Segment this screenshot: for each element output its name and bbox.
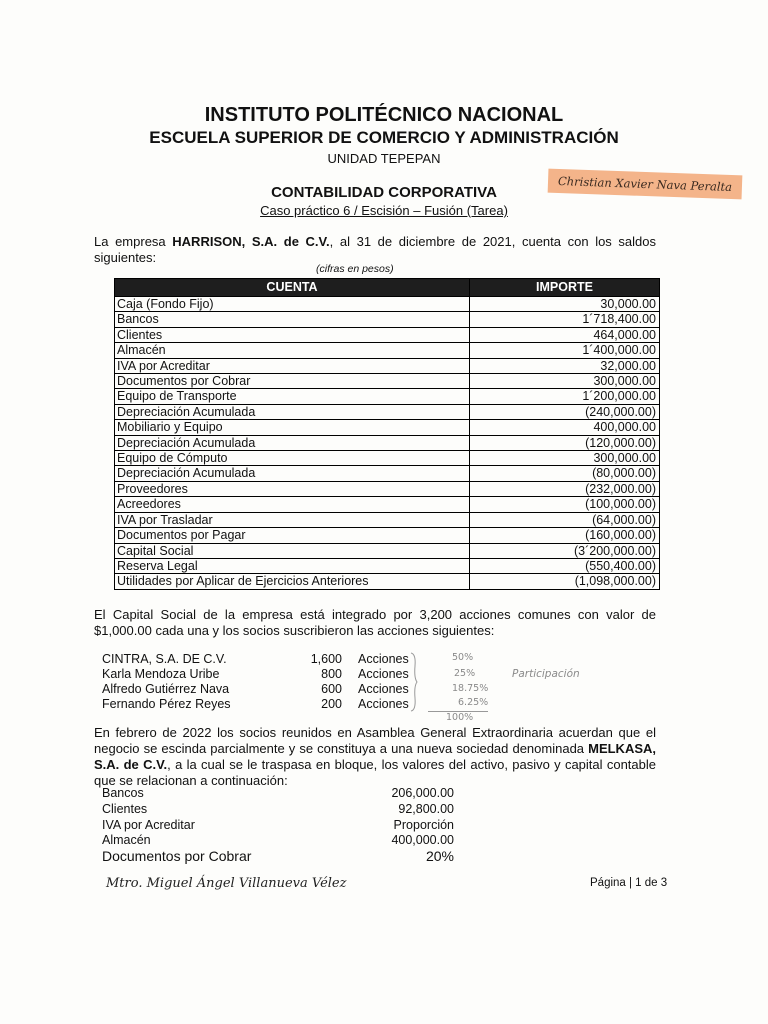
ledger-cuenta: Almacén <box>115 343 470 358</box>
ledger-importe: (550,400.00) <box>470 558 660 573</box>
ledger-importe: 30,000.00 <box>470 297 660 312</box>
capital-paragraph: El Capital Social de la empresa está integrado por 3,200 acciones comunes con valor de $1,000.00 cada una y los socios suscribieron las acciones siguientes: <box>94 607 656 638</box>
footer-author: Mtro. Miguel Ángel Villanueva Vélez <box>106 876 347 891</box>
ledger-cuenta: IVA por Trasladar <box>115 512 470 527</box>
ledger-importe: 1´718,400.00 <box>470 312 660 327</box>
shareholder-unit: Acciones <box>358 682 409 696</box>
ledger-row <box>115 574 660 589</box>
ledger-caption: (cifras en pesos) <box>316 263 394 275</box>
transfer-row <box>102 802 462 818</box>
ledger-table <box>114 278 660 590</box>
ledger-importe: 1´200,000.00 <box>470 389 660 404</box>
company-name: HARRISON, S.A. de C.V. <box>172 234 330 249</box>
ledger-row <box>115 497 660 512</box>
pct-annotation: 50% <box>452 652 474 663</box>
shareholder-row <box>102 667 442 682</box>
ledger-importe: 300,000.00 <box>470 374 660 389</box>
ledger-row <box>115 343 660 358</box>
ledger-cuenta: IVA por Acreditar <box>115 358 470 373</box>
shareholder-unit: Acciones <box>358 697 409 711</box>
transfer-value: 20% <box>425 848 454 865</box>
transfer-list <box>102 786 462 867</box>
ledger-importe: 300,000.00 <box>470 451 660 466</box>
ledger-cuenta: Capital Social <box>115 543 470 558</box>
shareholder-name: Karla Mendoza Uribe <box>102 667 220 681</box>
ledger-row <box>115 558 660 573</box>
new-company-name: MELKASA, S.A. de C.V. <box>94 741 656 772</box>
ledger-importe: (240,000.00) <box>470 404 660 419</box>
transfer-row <box>102 818 462 834</box>
shareholder-unit: Acciones <box>358 652 409 666</box>
shareholder-unit: Acciones <box>358 667 409 681</box>
shareholder-row <box>102 682 442 697</box>
ledger-row <box>115 512 660 527</box>
ledger-importe: 1´400,000.00 <box>470 343 660 358</box>
ledger-row <box>115 389 660 404</box>
transfer-value: 400,000.00 <box>391 833 454 848</box>
ledger-row <box>115 451 660 466</box>
participacion-annotation: Participación <box>512 668 580 680</box>
transfer-row <box>102 786 462 802</box>
ledger-row <box>115 481 660 496</box>
shareholder-row <box>102 652 442 667</box>
ledger-row <box>115 374 660 389</box>
ledger-cuenta: Clientes <box>115 327 470 342</box>
ledger-cuenta: Reserva Legal <box>115 558 470 573</box>
ledger-importe: (1,098,000.00) <box>470 574 660 589</box>
shareholder-shares: 800 <box>321 667 342 681</box>
transfer-account: Documentos por Cobrar <box>102 848 252 865</box>
handwritten-brace <box>410 652 418 712</box>
ledger-cuenta: Equipo de Transporte <box>115 389 470 404</box>
transfer-value: 92,800.00 <box>398 801 454 816</box>
shareholder-shares: 600 <box>321 682 342 696</box>
shareholder-shares: 1,600 <box>310 652 342 666</box>
shareholder-name: Alfredo Gutiérrez Nava <box>102 682 230 696</box>
transfer-account: Clientes <box>102 801 148 816</box>
pct-annotation: 25% <box>454 668 476 679</box>
total-pct-annotation: 100% <box>446 712 474 723</box>
ledger-cuenta: Caja (Fondo Fijo) <box>115 297 470 312</box>
ledger-importe: 464,000.00 <box>470 327 660 342</box>
ledger-row <box>115 435 660 450</box>
ledger-cuenta: Depreciación Acumulada <box>115 404 470 419</box>
ledger-cuenta: Bancos <box>115 312 470 327</box>
ledger-header-cuenta: CUENTA <box>115 279 470 297</box>
shareholder-row <box>102 697 442 712</box>
ledger-row <box>115 528 660 543</box>
ledger-row <box>115 297 660 312</box>
ledger-row <box>115 312 660 327</box>
ledger-row <box>115 543 660 558</box>
ledger-importe: 400,000.00 <box>470 420 660 435</box>
ledger-cuenta: Depreciación Acumulada <box>115 435 470 450</box>
ledger-header-importe: IMPORTE <box>470 279 660 297</box>
transfer-value: 206,000.00 <box>391 786 454 800</box>
ledger-importe: (100,000.00) <box>470 497 660 512</box>
case-title: Caso práctico 6 / Escisión – Fusión (Tarea) <box>260 203 508 218</box>
shareholders-list <box>102 652 442 712</box>
shareholder-name: CINTRA, S.A. DE C.V. <box>102 652 227 666</box>
unit-title: UNIDAD TEPEPAN <box>327 151 441 166</box>
ledger-row <box>115 466 660 481</box>
ledger-importe: (232,000.00) <box>470 481 660 496</box>
ledger-importe: (160,000.00) <box>470 528 660 543</box>
transfer-account: IVA por Acreditar <box>102 817 195 832</box>
transfer-row <box>102 833 462 849</box>
ledger-importe: 32,000.00 <box>470 358 660 373</box>
ledger-cuenta: Acreedores <box>115 497 470 512</box>
footer-page-number: Página | 1 de 3 <box>590 877 668 889</box>
shareholder-shares: 200 <box>321 697 342 711</box>
escision-paragraph: En febrero de 2022 los socios reunidos en Asamblea General Extraordinaria acuerdan que el negocio se escinda parcialmente y se constituya a una nueva sociedad denominada MELKASA, S.A. de C.V., a la cual se le traspasa en bloque, los valores del activo, pasivo y capital contable que se relacionan a continuación: <box>94 725 656 788</box>
ledger-cuenta: Equipo de Cómputo <box>115 451 470 466</box>
ledger-row <box>115 404 660 419</box>
pct-annotation: 6.25% <box>458 697 489 708</box>
transfer-value: Proporción <box>393 817 454 832</box>
ledger-row <box>115 327 660 342</box>
institution-title: INSTITUTO POLITÉCNICO NACIONAL <box>204 104 564 126</box>
ledger-importe: (120,000.00) <box>470 435 660 450</box>
ledger-importe: (80,000.00) <box>470 466 660 481</box>
intro-paragraph: La empresa HARRISON, S.A. de C.V., al 31 de diciembre de 2021, cuenta con los saldos siguientes: <box>94 234 657 265</box>
ledger-importe: (64,000.00) <box>470 512 660 527</box>
shareholder-name: Fernando Pérez Reyes <box>102 697 231 711</box>
ledger-importe: (3´200,000.00) <box>470 543 660 558</box>
ledger-cuenta: Proveedores <box>115 481 470 496</box>
transfer-row <box>102 849 462 867</box>
ledger-cuenta: Documentos por Cobrar <box>115 374 470 389</box>
ledger-cuenta: Mobiliario y Equipo <box>115 420 470 435</box>
ledger-cuenta: Depreciación Acumulada <box>115 466 470 481</box>
ledger-row <box>115 358 660 373</box>
transfer-account: Bancos <box>102 786 144 800</box>
course-title: CONTABILIDAD CORPORATIVA <box>271 184 497 201</box>
pct-annotation: 18.75% <box>452 683 489 694</box>
ledger-cuenta: Documentos por Pagar <box>115 528 470 543</box>
ledger-row <box>115 420 660 435</box>
school-title: ESCUELA SUPERIOR DE COMERCIO Y ADMINISTRACIÓN <box>149 128 619 147</box>
student-signature: Christian Xavier Nava Peralta <box>548 169 743 200</box>
transfer-account: Almacén <box>102 833 151 848</box>
ledger-cuenta: Utilidades por Aplicar de Ejercicios Anteriores <box>115 574 470 589</box>
